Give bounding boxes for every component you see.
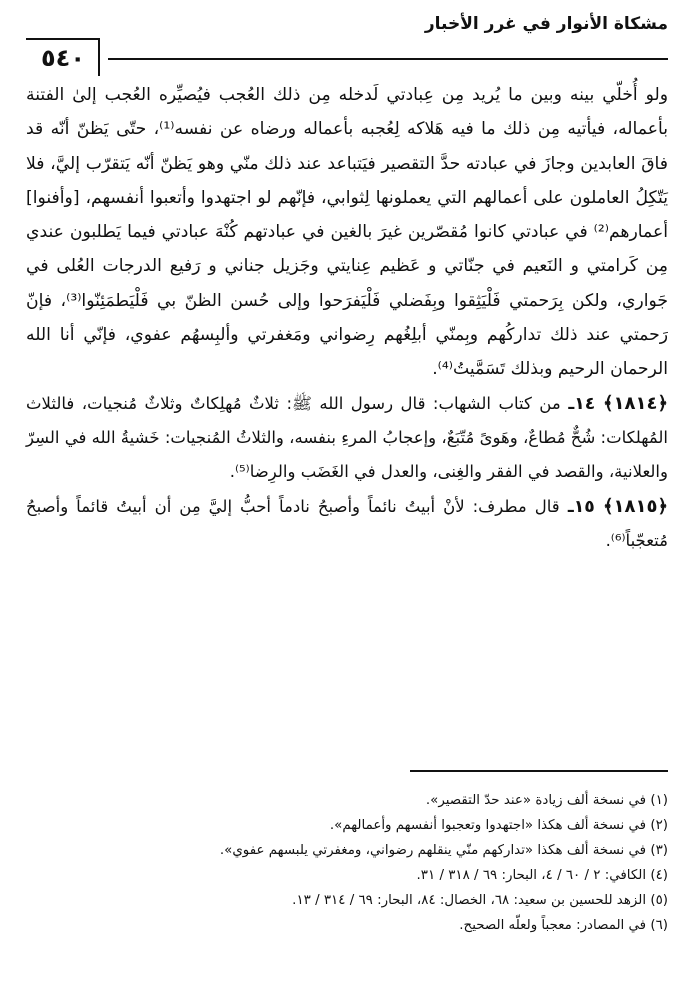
hadith-entry-1815 — [26, 490, 668, 559]
footnote-6: (٦) في المصادر: معجباً ولعلّه الصحيح. — [459, 918, 668, 934]
page-number: ٥٤٠ — [41, 44, 85, 72]
running-title: مشكاة الأنوار في غرر الأخبار — [424, 14, 668, 34]
header-rule — [108, 58, 668, 60]
footnote-1: (١) في نسخة ألف زيادة «عند حدّ التقصير». — [425, 793, 668, 808]
entry-text: من كتاب الشهاب: قال رسول الله ﷺ: ثلاثٌ مُهلِكاتٌ وثلاثٌ مُنجيات، فالثلاث المُهلكات: شُحٌّ مُطاعٌ، وهَوىً مُتّبَعٌ، وإعجابُ المرءِ بنفسه، والثلاثُ المُنجيات: خَشيةُ الله في السِرّ والعلانية، والقصد في الفقر والغِنى، والعدل في الغَضَب والرِضا⁽⁵⁾. — [26, 393, 668, 482]
hadith-entry-1814 — [26, 387, 668, 490]
footnote-2: (٢) في نسخة ألف هكذا «اجتهدوا وتعجبوا أنفسهم وأعمالهم». — [329, 818, 668, 834]
main-text — [26, 78, 668, 558]
footnotes — [26, 788, 668, 939]
footnote-5: (٥) الزهد للحسين بن سعيد: ٦٨، الخصال: ٨٤، البحار: ٦٩ / ٣١٤ / ١٣. — [292, 893, 668, 909]
page-header — [26, 14, 668, 72]
entry-text: قال مطرف: لأنْ أبيتُ نائماً وأصبحُ نادماً أحبُّ إليَّ مِن أن أبيتُ قائماً وأصبحُ مُتعجّباً⁽⁶⁾. — [26, 496, 668, 550]
footnote-4: (٤) الكافي: ٢ / ٦٠ / ٤، البحار: ٦٩ / ٣١٨ / ٣١. — [416, 868, 668, 884]
entry-index: ١٤ـ — [568, 393, 596, 414]
body-paragraph: ولو أُخلّي بينه وبين ما يُريد مِن عِبادتي لَدخله مِن ذلك العُجب فيُصيِّره العُجب إلىٰ الفتنة بأعماله، فيأتيه مِن ذلك ما فيه هَلاكه لِعُجبه بأعماله ورضاه عن نفسه⁽¹⁾، حتّى يَظنّ أنّه قد فاقَ العابدين وجازَ في عبادته حدَّ التقصير فيَتباعد عند ذلك منّي وهو يَظنّ أنّه يَتقرّب إليَّ، فلا يَتّكِلُ العاملون على أعمالهم التي يعملونها لِثوابي، فإنّهم لو اجتهدوا وأتعبوا أنفسهم، [وأفنوا] أعمارهم⁽²⁾ في عبادتي كانوا مُقصّرين غيرَ بالغين في عبادتهم كُنْهَ عبادتي فيما يَطلبون عندي مِن كَرامتي و النَعيم في جنّاتي و عَظيم عِنايتي وجَزيل جناني و رَفيع الدرجات العُلى في جَواري، ولكن بِرَحمتي فَلْيَثِقوا وبِفَضلي فَلْيَفرَحوا وإلى حُسن الظنّ بي فَلْيَطمَئِنّوا⁽³⁾، فإنّ رَحمتي عند ذلك تداركُهم وبِمنّي أبلِغُهم رِضواني ومَغفرتي وألبِسهُم عفوي، فإنّي أنا الله الرحمان الرحيم وبذلك تَسَمَّيتُ⁽⁴⁾. — [26, 85, 669, 380]
entry-number: ﴿١٨١٥﴾ — [602, 495, 669, 517]
footnote-3: (٣) في نسخة ألف هكذا «تداركهم منّي ينقلهم رضواني، ومغفرتي يلبسهم عفوي». — [219, 843, 668, 859]
footnote-separator — [410, 770, 668, 772]
entry-index: ١٥ـ — [567, 496, 595, 517]
entry-number: ﴿١٨١٤﴾ — [602, 392, 668, 414]
